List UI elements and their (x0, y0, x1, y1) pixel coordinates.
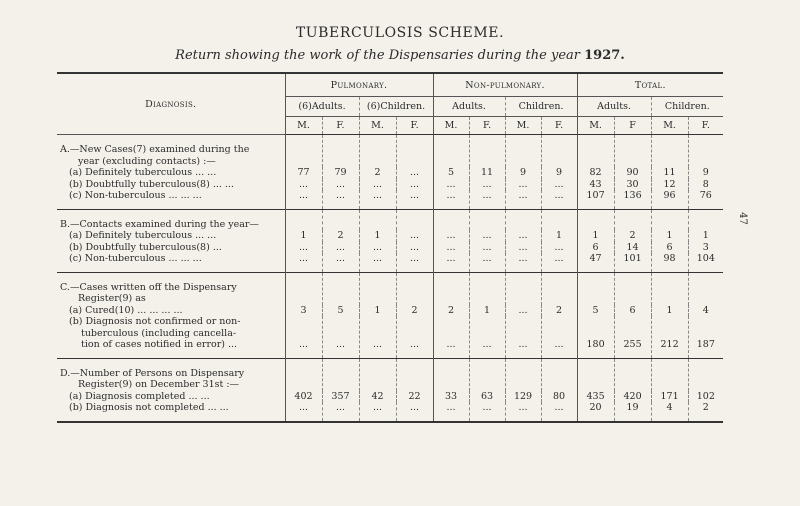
value-cell: ... (433, 253, 469, 272)
value-cell: 96 (651, 190, 688, 209)
value-cell: ... (359, 179, 396, 191)
value-cell: ... (285, 242, 322, 254)
table-row (57, 179, 723, 191)
empty-cell (359, 358, 396, 391)
empty-cell (614, 135, 651, 168)
value-cell: ... (396, 242, 433, 254)
value-cell: 1 (469, 305, 505, 317)
empty-cell (322, 209, 359, 230)
value-cell: 435 (577, 391, 614, 403)
table-section (57, 272, 723, 358)
sex-header: M. (433, 117, 469, 135)
value-cell: ... (469, 179, 505, 191)
value-cell: 19 (614, 402, 651, 422)
table-section (57, 135, 723, 210)
row-label (57, 402, 285, 422)
row-label (57, 179, 285, 191)
document-title: TUBERCULOSIS SCHEME. (295, 25, 505, 41)
empty-cell (433, 135, 469, 168)
empty-cell (285, 209, 322, 230)
value-cell: ... (469, 402, 505, 422)
value-cell: 63 (469, 391, 505, 403)
value-cell: ... (469, 242, 505, 254)
table-row (57, 402, 723, 422)
sex-header: M. (651, 117, 688, 135)
value-cell: 1 (651, 230, 688, 242)
sex-header: M. (359, 117, 396, 135)
subgroup-header: (6)Adults. (285, 97, 359, 117)
value-cell: 5 (433, 167, 469, 179)
value-cell: ... (433, 316, 469, 358)
section-heading-line: year (excluding contacts) :— (78, 155, 216, 167)
value-cell: 5 (577, 305, 614, 317)
section-heading-row (57, 272, 723, 305)
value-cell: 9 (505, 167, 541, 179)
table-row (57, 230, 723, 242)
section-heading (57, 358, 285, 391)
value-cell: ... (469, 190, 505, 209)
value-cell: 402 (285, 391, 322, 403)
value-cell: 107 (577, 190, 614, 209)
value-cell: ... (505, 253, 541, 272)
value-cell: ... (505, 190, 541, 209)
value-cell: 8 (688, 179, 723, 191)
value-cell: ... (541, 179, 577, 191)
diagnosis-header: Diagnosis. (57, 73, 285, 135)
value-cell: ... (359, 242, 396, 254)
value-cell: 47 (577, 253, 614, 272)
empty-cell (433, 358, 469, 391)
subgroup-header: Children. (651, 97, 723, 117)
value-cell: 11 (469, 167, 505, 179)
empty-cell (396, 135, 433, 168)
section-heading-line: D.—Number of Persons on Dispensary (60, 367, 245, 379)
row-label (57, 230, 285, 242)
value-cell: 1 (541, 230, 577, 242)
value-cell: ... (322, 242, 359, 254)
subgroup-header: Children. (505, 97, 577, 117)
empty-cell (505, 209, 541, 230)
empty-cell (322, 272, 359, 305)
value-cell: 30 (614, 179, 651, 191)
value-cell: 136 (614, 190, 651, 209)
empty-cell (541, 358, 577, 391)
value-cell: 3 (688, 242, 723, 254)
row-label-line: (a) Cured(10) ... ... ... ... (69, 304, 183, 316)
empty-cell (614, 209, 651, 230)
value-cell: 129 (505, 391, 541, 403)
value-cell: 102 (688, 391, 723, 403)
value-cell: ... (396, 230, 433, 242)
row-label-line: (b) Doubtfully tuberculous(8) ... (69, 241, 222, 253)
empty-cell (469, 135, 505, 168)
row-label-line: (c) Non-tuberculous ... ... ... (69, 190, 202, 201)
value-cell: ... (541, 402, 577, 422)
value-cell: 76 (688, 190, 723, 209)
empty-cell (577, 272, 614, 305)
sex-header: F. (688, 117, 723, 135)
value-cell: 2 (614, 230, 651, 242)
value-cell: ... (359, 316, 396, 358)
empty-cell (359, 209, 396, 230)
empty-cell (688, 272, 723, 305)
value-cell: 6 (651, 242, 688, 254)
row-label (57, 242, 285, 254)
value-cell: 2 (433, 305, 469, 317)
page-number: 47 (736, 212, 748, 225)
group-header-non-pulmonary: Non-pulmonary. (433, 73, 577, 97)
section-heading (57, 135, 285, 168)
section-heading-line: Register(9) as (78, 293, 146, 304)
row-label-line: (a) Diagnosis completed ... ... (69, 390, 210, 402)
value-cell: ... (359, 190, 396, 209)
value-cell: 357 (322, 391, 359, 403)
value-cell: 3 (285, 305, 322, 317)
section-heading (57, 272, 285, 305)
empty-cell (688, 209, 723, 230)
row-label-line: (a) Definitely tuberculous ... ... (69, 167, 217, 178)
value-cell: ... (433, 242, 469, 254)
empty-cell (651, 272, 688, 305)
value-cell: ... (322, 402, 359, 422)
table-row (57, 167, 723, 179)
value-cell: 1 (285, 230, 322, 242)
value-cell: ... (433, 190, 469, 209)
section-heading-row (57, 358, 723, 391)
sex-header: F. (322, 117, 359, 135)
value-cell: ... (396, 190, 433, 209)
value-cell: 255 (614, 316, 651, 358)
sex-header: F. (541, 117, 577, 135)
sex-header: F. (396, 117, 433, 135)
value-cell: ... (469, 253, 505, 272)
value-cell: 77 (285, 167, 322, 179)
row-label (57, 190, 285, 209)
value-cell: 1 (577, 230, 614, 242)
value-cell: 79 (322, 167, 359, 179)
value-cell: 98 (651, 253, 688, 272)
document-subtitle (0, 48, 800, 63)
value-cell: 2 (541, 305, 577, 317)
row-label (57, 167, 285, 179)
value-cell: ... (285, 402, 322, 422)
empty-cell (285, 272, 322, 305)
sex-header: M. (577, 117, 614, 135)
value-cell: ... (541, 190, 577, 209)
empty-cell (614, 272, 651, 305)
row-label-line: (a) Definitely tuberculous ... ... (69, 230, 217, 241)
value-cell: ... (322, 316, 359, 358)
empty-cell (322, 358, 359, 391)
empty-cell (651, 135, 688, 168)
subgroup-header: Adults. (433, 97, 505, 117)
row-label-line: (b) Diagnosis not confirmed or non- (69, 316, 241, 327)
empty-cell (396, 272, 433, 305)
row-label-line: tion of cases notified in error) ... (81, 339, 238, 350)
empty-cell (577, 135, 614, 168)
table-row (57, 242, 723, 254)
table-row (57, 391, 723, 403)
empty-cell (285, 135, 322, 168)
value-cell: 4 (688, 305, 723, 317)
subgroup-header: Adults. (577, 97, 651, 117)
dispensary-work-table (57, 72, 723, 423)
value-cell: ... (433, 402, 469, 422)
value-cell: 6 (614, 305, 651, 317)
value-cell: 2 (359, 167, 396, 179)
sex-header: M. (285, 117, 322, 135)
value-cell: ... (285, 179, 322, 191)
value-cell: ... (285, 190, 322, 209)
group-header-total: Total. (577, 73, 723, 97)
sex-header: F (614, 117, 651, 135)
value-cell: ... (541, 242, 577, 254)
value-cell: 180 (577, 316, 614, 358)
value-cell: ... (505, 305, 541, 317)
section-heading-line: A.—New Cases(7) examined during the (60, 144, 250, 155)
value-cell: ... (359, 253, 396, 272)
value-cell: 22 (396, 391, 433, 403)
empty-cell (688, 358, 723, 391)
table-row (57, 253, 723, 272)
value-cell: ... (285, 316, 322, 358)
value-cell: ... (505, 179, 541, 191)
value-cell: ... (396, 167, 433, 179)
value-cell: 4 (651, 402, 688, 422)
value-cell: ... (359, 402, 396, 422)
table-row (57, 316, 723, 358)
table-section (57, 209, 723, 272)
empty-cell (469, 272, 505, 305)
value-cell: 82 (577, 167, 614, 179)
value-cell: 80 (541, 391, 577, 403)
value-cell: ... (285, 253, 322, 272)
row-label (57, 316, 285, 358)
value-cell: 9 (688, 167, 723, 179)
empty-cell (505, 272, 541, 305)
empty-cell (651, 358, 688, 391)
empty-cell (359, 135, 396, 168)
value-cell: ... (322, 253, 359, 272)
section-heading-row (57, 135, 723, 168)
value-cell: ... (396, 179, 433, 191)
empty-cell (541, 209, 577, 230)
section-heading-line: B.—Contacts examined during the year— (60, 218, 259, 230)
empty-cell (359, 272, 396, 305)
section-heading-row (57, 209, 723, 230)
value-cell: ... (433, 179, 469, 191)
value-cell: 33 (433, 391, 469, 403)
subtitle-year: 1927. (584, 48, 625, 63)
empty-cell (577, 358, 614, 391)
value-cell: ... (469, 230, 505, 242)
value-cell: 1 (359, 305, 396, 317)
value-cell: 11 (651, 167, 688, 179)
value-cell: ... (505, 402, 541, 422)
value-cell: ... (322, 179, 359, 191)
empty-cell (577, 209, 614, 230)
empty-cell (285, 358, 322, 391)
value-cell: ... (505, 242, 541, 254)
value-cell: ... (396, 402, 433, 422)
table-section (57, 358, 723, 422)
table-row (57, 190, 723, 209)
value-cell: ... (396, 253, 433, 272)
value-cell: 104 (688, 253, 723, 272)
empty-cell (541, 135, 577, 168)
empty-cell (322, 135, 359, 168)
empty-cell (688, 135, 723, 168)
value-cell: 14 (614, 242, 651, 254)
value-cell: 1 (688, 230, 723, 242)
value-cell: ... (469, 316, 505, 358)
value-cell: 2 (396, 305, 433, 317)
value-cell: 9 (541, 167, 577, 179)
empty-cell (614, 358, 651, 391)
row-label (57, 305, 285, 317)
value-cell: 2 (322, 230, 359, 242)
row-label (57, 253, 285, 272)
value-cell: 5 (322, 305, 359, 317)
value-cell: 20 (577, 402, 614, 422)
value-cell: ... (505, 230, 541, 242)
empty-cell (396, 209, 433, 230)
table-row (57, 305, 723, 317)
empty-cell (433, 272, 469, 305)
value-cell: ... (396, 316, 433, 358)
empty-cell (396, 358, 433, 391)
empty-cell (505, 358, 541, 391)
sex-header: F. (469, 117, 505, 135)
empty-cell (651, 209, 688, 230)
value-cell: 12 (651, 179, 688, 191)
value-cell: 42 (359, 391, 396, 403)
row-label (57, 391, 285, 403)
group-header-pulmonary: Pulmonary. (285, 73, 433, 97)
value-cell: 212 (651, 316, 688, 358)
value-cell: ... (322, 190, 359, 209)
row-label-line: tuberculous (including cancella- (81, 327, 237, 339)
value-cell: ... (541, 253, 577, 272)
value-cell: 420 (614, 391, 651, 403)
row-label-line: (b) Doubtfully tuberculous(8) ... ... (69, 178, 234, 190)
value-cell: 171 (651, 391, 688, 403)
value-cell: 1 (651, 305, 688, 317)
value-cell: 90 (614, 167, 651, 179)
empty-cell (433, 209, 469, 230)
value-cell: 43 (577, 179, 614, 191)
subtitle-text: Return showing the work of the Dispensaries during the year (175, 48, 580, 63)
value-cell: 2 (688, 402, 723, 422)
value-cell: 187 (688, 316, 723, 358)
value-cell: ... (433, 230, 469, 242)
empty-cell (505, 135, 541, 168)
value-cell: 101 (614, 253, 651, 272)
section-heading-line: C.—Cases written off the Dispensary (60, 281, 237, 293)
empty-cell (469, 358, 505, 391)
value-cell: ... (505, 316, 541, 358)
row-label-line: (c) Non-tuberculous ... ... ... (69, 253, 202, 264)
section-heading (57, 209, 285, 230)
empty-cell (541, 272, 577, 305)
sex-header: M. (505, 117, 541, 135)
value-cell: ... (541, 316, 577, 358)
section-heading-line: Register(9) on December 31st :— (78, 379, 240, 390)
empty-cell (469, 209, 505, 230)
row-label-line: (b) Diagnosis not completed ... ... (69, 402, 229, 413)
value-cell: 1 (359, 230, 396, 242)
subgroup-header: (6)Children. (359, 97, 433, 117)
value-cell: 6 (577, 242, 614, 254)
